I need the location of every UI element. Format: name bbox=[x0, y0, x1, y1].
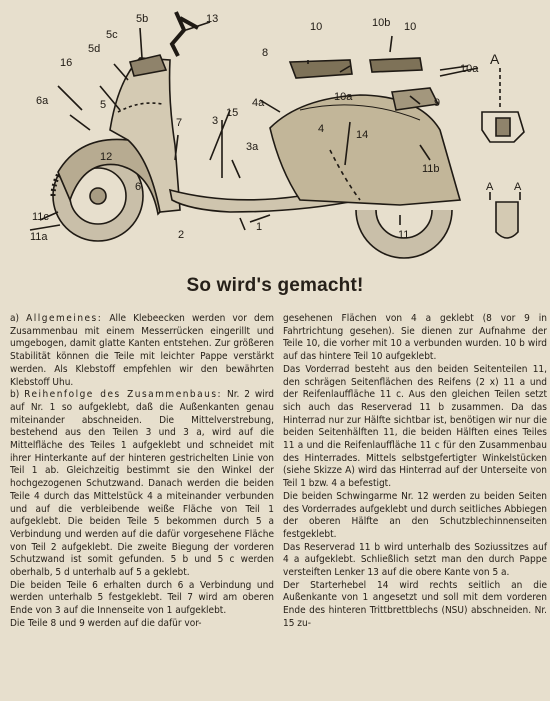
label-4: 4 bbox=[318, 123, 325, 135]
label-3: 3 bbox=[212, 115, 219, 127]
label-4a: 4a bbox=[252, 97, 265, 109]
handlebar-drawing bbox=[172, 12, 198, 56]
label-12: 12 bbox=[100, 151, 113, 163]
paragraph-general: a) Allgemeines: Alle Klebeecken werden vor dem Zusammenbau mit einem Messerrücken eingerillt und umgebogen, damit glatte Kanten entstehen. Zur größeren Stabilität können die Teile mit leichter Pappe verstärkt werden. Als Klebstoff empfehlen wir den bewährten Klebstoff Uhu. bbox=[10, 313, 275, 388]
paragraph-front-wheel: Das Vorderrad besteht aus den beiden Seitenteilen 11, den schrägen Seitenflächen des Reifens (2 x) 11 a und der Reifenlauffläche 11 c. Aus den gleichen Teilen setzt sich auch das Reserverad 11 b zusammen. Da das Hinterrad nur zur Hälfte sichtbar ist, benötigen wir nur die beiden Seitenhälften 11, die beiden Hälften eines Teiles 11 a und die Reifenlauffläche 11 c für den Zusammenbau des Hinterrades. Mittels selbstgefertigter Winkelstücken (siehe Skizze A) wird das Hinterrad auf der Unterseite von Teil 1 bzw. 4 a befestigt. bbox=[283, 363, 547, 490]
scooter-assembly-illustration bbox=[0, 0, 550, 262]
label-10b: 10b bbox=[372, 17, 391, 29]
right-text-column bbox=[283, 313, 547, 631]
label-10: 10 bbox=[310, 21, 323, 33]
label-6: 6 bbox=[135, 181, 142, 193]
label-1: 1 bbox=[256, 221, 263, 233]
label-3a: 3a bbox=[246, 141, 259, 153]
paragraph-assembly-order: b) Reihenfolge des Zusammenbaus: Nr. 2 wird auf Nr. 1 so aufgeklebt, daß die Außenkanten genau miteinander abschneiden. Die Mittelverstrebung, bestehend aus den Teilen 3 und 3 a, wird auf die Mittelfläche des Teiles 1 aufgeklebt und schneidet mit ihrer Hinterkante auf der hinteren gestrichelten Linie von Teil 1 ab. Gleichzeitig bestimmt sie den Winkel der hochgezogenen Schutzwand. Danach werden die beiden Teile 4 durch das Mittelstück 4 a miteinander verbunden und auf die verbleibende weiße Fläche von Teil 1 aufgeklebt. Die beiden Teile 5 bekommen durch 5 a Verbindung und werden auf die dafür vorgesehene Fläche von Teil 2 aufgeklebt. Die zweite Biegung der vorderen Schutzwand ist somit gefunden. 5 b und 5 c werden oberhalb, 5 d unterhalb auf 5 a geklebt. bbox=[10, 389, 274, 579]
paragraph-continued: gesehenen Flächen von 4 a geklebt (8 vor 9 in Fahrtrichtung gesehen). Sie dienen zur Aufnahme der Teile 10, die vorher mit 10 a verbunden wurden. 10 b wird auf das hintere Teil 10 aufgeklebt. bbox=[283, 313, 547, 363]
detail-a-bracket-drawing bbox=[482, 68, 524, 238]
label-10a-front: 10a bbox=[334, 91, 353, 103]
label-14: 14 bbox=[356, 129, 369, 141]
label-5c: 5c bbox=[106, 29, 118, 41]
paragraph-parts-6-7: Die beiden Teile 6 erhalten durch 6 a Verbindung und werden unterhalb 5 festgeklebt. Teil 7 wird am oberen Ende von 3 auf die Innenseite von 1 aufgeklebt. bbox=[10, 579, 274, 617]
label-11a: 11a bbox=[30, 231, 48, 243]
paragraph-starter-lever: Der Starterhebel 14 wird rechts seitlich an die Außenkante von 1 angesetzt und soll mit dem vorderen Ende des hinteren Trittbrettblechs (NSU) abschneiden. Nr. 15 zu- bbox=[283, 579, 547, 629]
label-7: 7 bbox=[176, 117, 183, 129]
label-A-left: A bbox=[486, 181, 494, 193]
left-text-column bbox=[10, 313, 274, 631]
label-11: 11 bbox=[398, 229, 410, 241]
pillion-seat-drawing bbox=[370, 58, 422, 72]
label-15: 15 bbox=[226, 107, 239, 119]
label-10a-rear: 10a bbox=[460, 63, 479, 75]
seat-drawing bbox=[290, 60, 352, 78]
section-heading: So wird's gemacht! bbox=[186, 275, 364, 296]
label-10-rear: 10 bbox=[404, 21, 417, 33]
label-16: 16 bbox=[60, 57, 73, 69]
paragraph-swing-arms: Die beiden Schwingarme Nr. 12 werden zu beiden Seiten des Vorderrades aufgeklebt und durch seitliches Abbiegen der oberen Hälfte an den Schutzblechinnenseiten festgeklebt. bbox=[283, 490, 547, 540]
label-A-top: A bbox=[490, 51, 500, 67]
paragraph-spare-wheel: Das Reserverad 11 b wird unterhalb des Soziussitzes auf 4 a aufgeklebt. Schließlich setzt man den durch Pappe versteiften Lenker 13 auf die obere Kante von 5 a. bbox=[283, 541, 547, 579]
label-5b: 5b bbox=[136, 13, 149, 25]
label-11b: 11b bbox=[422, 163, 440, 175]
label-8: 8 bbox=[262, 47, 269, 59]
rear-body-drawing bbox=[270, 95, 460, 205]
label-9: 9 bbox=[434, 97, 441, 109]
label-11c: 11c bbox=[32, 211, 49, 223]
label-5d: 5d bbox=[88, 43, 101, 55]
label-5: 5 bbox=[100, 99, 107, 111]
label-2: 2 bbox=[178, 229, 185, 241]
label-A-right: A bbox=[514, 181, 522, 193]
label-6a: 6a bbox=[36, 95, 49, 107]
paragraph-parts-8-9: Die Teile 8 und 9 werden auf die dafür vor- bbox=[10, 617, 202, 629]
label-13: 13 bbox=[206, 13, 219, 25]
